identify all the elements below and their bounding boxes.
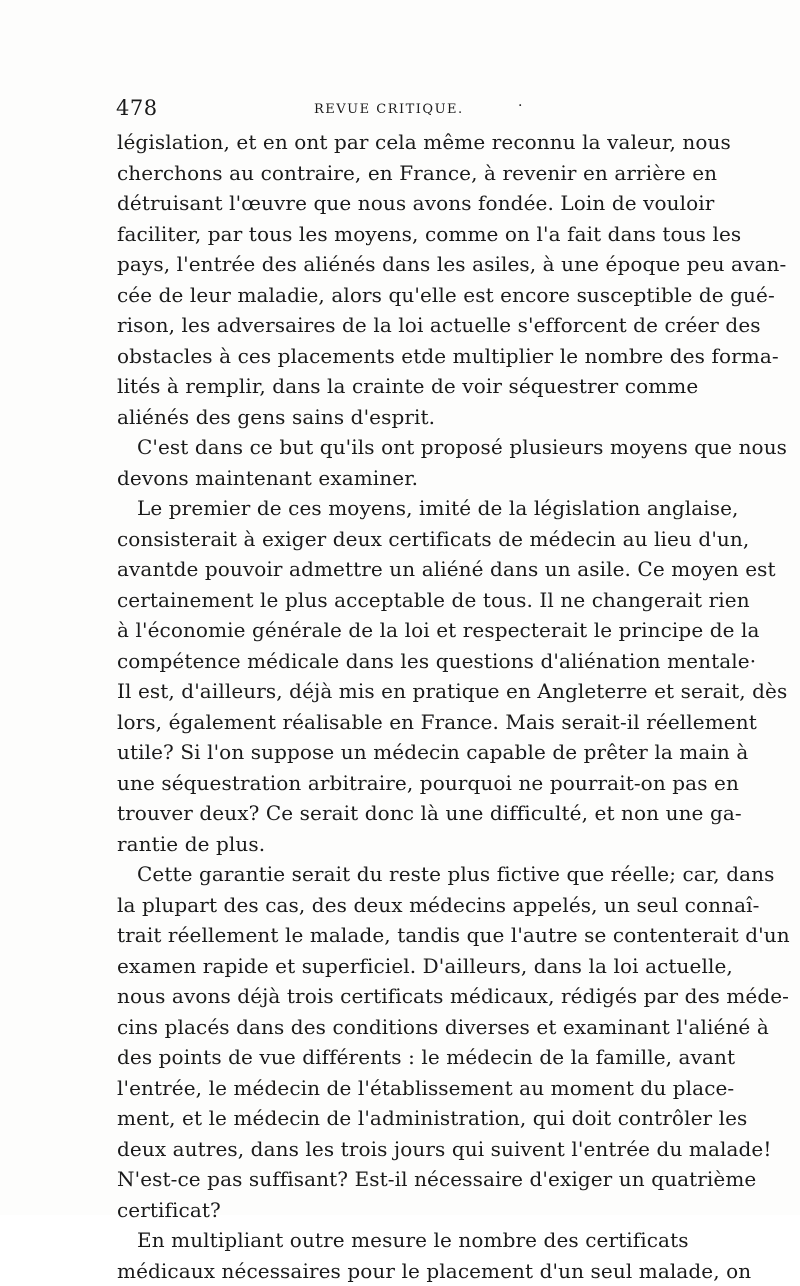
text-line: des points de vue différents : le médecin de la famille, avant [117, 1042, 685, 1073]
text-line: cée de leur maladie, alors qu'elle est encore susceptible de gué- [117, 280, 685, 311]
text-line: trouver deux? Ce serait donc là une difficulté, et non une ga- [117, 798, 685, 829]
text-line: détruisant l'œuvre que nous avons fondée. Loin de vouloir [117, 188, 685, 219]
text-line: faciliter, par tous les moyens, comme on l'a fait dans tous les [117, 219, 685, 250]
text-line: législation, et en ont par cela même reconnu la valeur, nous [117, 127, 685, 158]
text-line: l'entrée, le médecin de l'établissement au moment du place- [117, 1073, 685, 1104]
text-line: pays, l'entrée des aliénés dans les asiles, à une époque peu avan- [117, 249, 685, 280]
text-line: cherchons au contraire, en France, à revenir en arrière en [117, 158, 685, 189]
text-line: lités à remplir, dans la crainte de voir séquestrer comme [117, 371, 685, 402]
text-line: N'est-ce pas suffisant? Est-il nécessaire d'exiger un quatrième [117, 1164, 685, 1195]
page-number: 478 [116, 96, 158, 120]
text-line: compétence médicale dans les questions d'aliénation mentale· [117, 646, 685, 677]
text-line: utile? Si l'on suppose un médecin capable de prêter la main à [117, 737, 685, 768]
text-line: devons maintenant examiner. [117, 463, 685, 494]
text-line: cins placés dans des conditions diverses et examinant l'aliéné à [117, 1012, 685, 1043]
text-line: une séquestration arbitraire, pourquoi ne pourrait-on pas en [117, 768, 685, 799]
paragraph-start-line: Le premier de ces moyens, imité de la législation anglaise, [117, 493, 685, 524]
text-line: avantde pouvoir admettre un aliéné dans un asile. Ce moyen est [117, 554, 685, 585]
text-line: deux autres, dans les trois jours qui suivent l'entrée du malade! [117, 1134, 685, 1165]
text-line: médicaux nécessaires pour le placement d'un seul malade, on [117, 1256, 685, 1286]
text-line: certainement le plus acceptable de tous. Il ne changerait rien [117, 585, 685, 616]
paragraph-start-line: En multipliant outre mesure le nombre des certificats [117, 1225, 685, 1256]
text-line: nous avons déjà trois certificats médicaux, rédigés par des méde- [117, 981, 685, 1012]
text-line: trait réellement le malade, tandis que l'autre se contenterait d'un [117, 920, 685, 951]
body-text [117, 127, 685, 1286]
page-header [116, 96, 686, 126]
text-line: certificat? [117, 1195, 685, 1226]
text-line: rison, les adversaires de la loi actuelle s'efforcent de créer des [117, 310, 685, 341]
paragraph-start-line: Cette garantie serait du reste plus fictive que réelle; car, dans [117, 859, 685, 890]
header-mark: · [518, 98, 522, 114]
paragraph-start-line: C'est dans ce but qu'ils ont proposé plusieurs moyens que nous [117, 432, 685, 463]
text-line: la plupart des cas, des deux médecins appelés, un seul connaî- [117, 890, 685, 921]
text-line: à l'économie générale de la loi et respecterait le principe de la [117, 615, 685, 646]
text-line: rantie de plus. [117, 829, 685, 860]
text-line: consisterait à exiger deux certificats de médecin au lieu d'un, [117, 524, 685, 555]
running-title: REVUE CRITIQUE. [314, 102, 464, 117]
text-line: lors, également réalisable en France. Mais serait-il réellement [117, 707, 685, 738]
text-line: aliénés des gens sains d'esprit. [117, 402, 685, 433]
text-line: Il est, d'ailleurs, déjà mis en pratique en Angleterre et serait, dès [117, 676, 685, 707]
text-line: examen rapide et superficiel. D'ailleurs, dans la loi actuelle, [117, 951, 685, 982]
text-line: ment, et le médecin de l'administration, qui doit contrôler les [117, 1103, 685, 1134]
text-line: obstacles à ces placements etde multiplier le nombre des forma- [117, 341, 685, 372]
